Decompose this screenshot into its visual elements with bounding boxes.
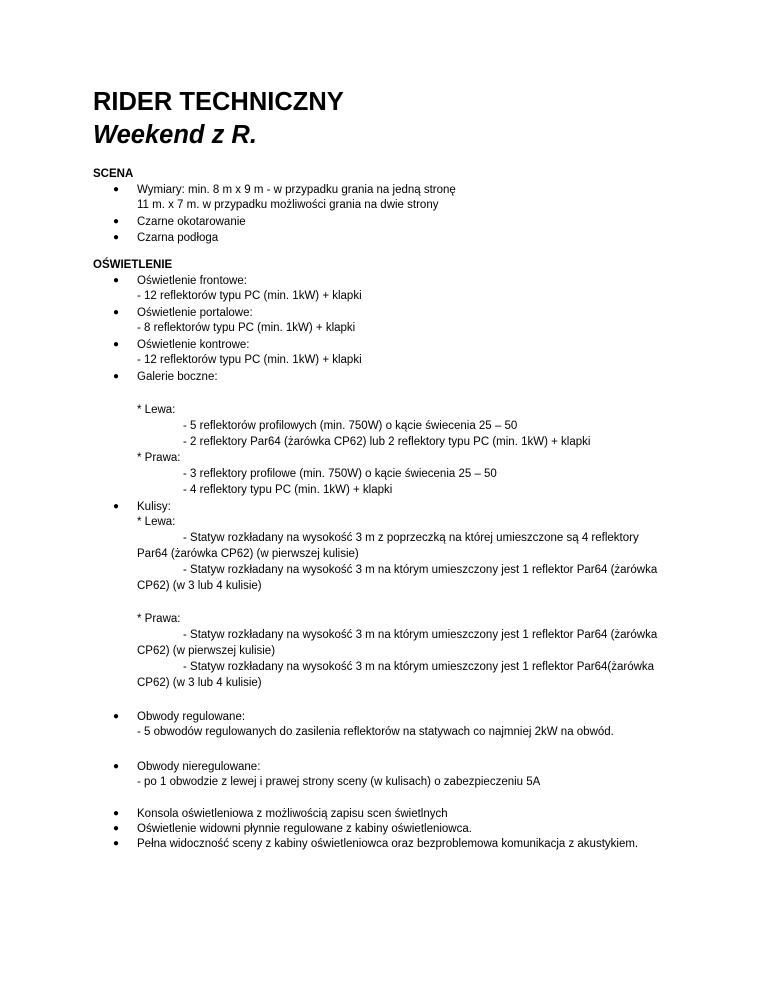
galerie-prawa-item2: - 4 reflektory typu PC (min. 1kW) + klapki	[183, 484, 393, 496]
bullet-icon: ●	[113, 184, 120, 195]
kulisy-prawa-label: * Prawa:	[137, 613, 181, 625]
document-title: RIDER TECHNICZNY	[93, 88, 344, 116]
section-heading-oswietlenie: OŚWIETLENIE	[93, 259, 173, 271]
bullet-icon: ●	[113, 307, 120, 318]
kulisy-lewa-item1-line2: Par64 (żarówka CP62) (w pierwszej kulisie)	[137, 548, 359, 560]
kontrowe-label: Oświetlenie kontrowe:	[137, 339, 250, 351]
obwody-nieregulowane-detail: - po 1 obwodzie z lewej i prawej strony sceny (w kulisach) o zabezpieczeniu 5A	[137, 776, 541, 788]
document-subtitle: Weekend z R.	[93, 121, 257, 149]
portalowe-label: Oświetlenie portalowe:	[137, 307, 253, 319]
portalowe-detail: - 8 reflektorów typu PC (min. 1kW) + klapki	[137, 322, 356, 334]
galerie-prawa-item1: - 3 reflektory profilowe (min. 750W) o kącie świecenia 25 – 50	[183, 468, 497, 480]
bullet-icon: ●	[113, 808, 120, 819]
kulisy-lewa-item2-line2: CP62) (w 3 lub 4 kulisie)	[137, 580, 262, 592]
kulisy-lewa-item1-line1: - Statyw rozkładany na wysokość 3 m z poprzeczką na której umieszczone są 4 reflektory	[183, 532, 639, 544]
galerie-prawa-label: * Prawa:	[137, 452, 181, 464]
section-heading-scena: SCENA	[93, 168, 134, 180]
scena-okotarowanie: Czarne okotarowanie	[137, 216, 246, 228]
bullet-icon: ●	[113, 232, 120, 243]
obwody-nieregulowane-label: Obwody nieregulowane:	[137, 761, 261, 773]
scena-wymiary-line1: Wymiary: min. 8 m x 9 m - w przypadku grania na jedną stronę	[137, 184, 456, 196]
bullet-icon: ●	[113, 838, 120, 849]
kulisy-label: Kulisy:	[137, 501, 171, 513]
bullet-icon: ●	[113, 275, 120, 286]
bullet-icon: ●	[113, 761, 120, 772]
bullet-icon: ●	[113, 371, 120, 382]
frontowe-detail: - 12 reflektorów typu PC (min. 1kW) + klapki	[137, 290, 362, 302]
kulisy-lewa-item2-line1: - Statyw rozkładany na wysokość 3 m na którym umieszczony jest 1 reflektor Par64 (żarówka	[183, 564, 658, 576]
scena-podloga: Czarna podłoga	[137, 232, 219, 244]
bullet-icon: ●	[113, 501, 120, 512]
galerie-label: Galerie boczne:	[137, 371, 218, 383]
bullet-icon: ●	[113, 823, 120, 834]
galerie-lewa-label: * Lewa:	[137, 404, 176, 416]
galerie-lewa-item2: - 2 reflektory Par64 (żarówka CP62) lub 2 reflektory typu PC (min. 1kW) + klapki	[183, 436, 591, 448]
obwody-regulowane-detail: - 5 obwodów regulowanych do zasilenia reflektorów na statywach co najmniej 2kW na obwód.	[137, 726, 614, 738]
kulisy-prawa-item2-line2: CP62) (w 3 lub 4 kulisie)	[137, 677, 262, 689]
kulisy-prawa-item1-line2: CP62) (w pierwszej kulisie)	[137, 645, 276, 657]
kulisy-prawa-item2-line1: - Statyw rozkładany na wysokość 3 m na którym umieszczony jest 1 reflektor Par64(żarówka	[183, 661, 655, 673]
obwody-regulowane-label: Obwody regulowane:	[137, 711, 246, 723]
widownia-item: Oświetlenie widowni płynnie regulowane z kabiny oświetleniowca.	[137, 823, 472, 835]
kontrowe-detail: - 12 reflektorów typu PC (min. 1kW) + klapki	[137, 354, 362, 366]
kulisy-prawa-item1-line1: - Statyw rozkładany na wysokość 3 m na którym umieszczony jest 1 reflektor Par64 (żarówka	[183, 629, 658, 641]
bullet-icon: ●	[113, 711, 120, 722]
galerie-lewa-item1: - 5 reflektorów profilowych (min. 750W) o kącie świecenia 25 – 50	[183, 420, 518, 432]
kulisy-lewa-label: * Lewa:	[137, 516, 176, 528]
bullet-icon: ●	[113, 339, 120, 350]
konsola-item: Konsola oświetleniowa z możliwością zapisu scen świetlnych	[137, 808, 448, 820]
frontowe-label: Oświetlenie frontowe:	[137, 275, 247, 287]
bullet-icon: ●	[113, 216, 120, 227]
scena-wymiary-line2: 11 m. x 7 m. w przypadku możliwości grania na dwie strony	[137, 199, 439, 211]
widocznosc-item: Pełna widoczność sceny z kabiny oświetleniowca oraz bezproblemowa komunikacja z akustykiem.	[137, 838, 639, 850]
